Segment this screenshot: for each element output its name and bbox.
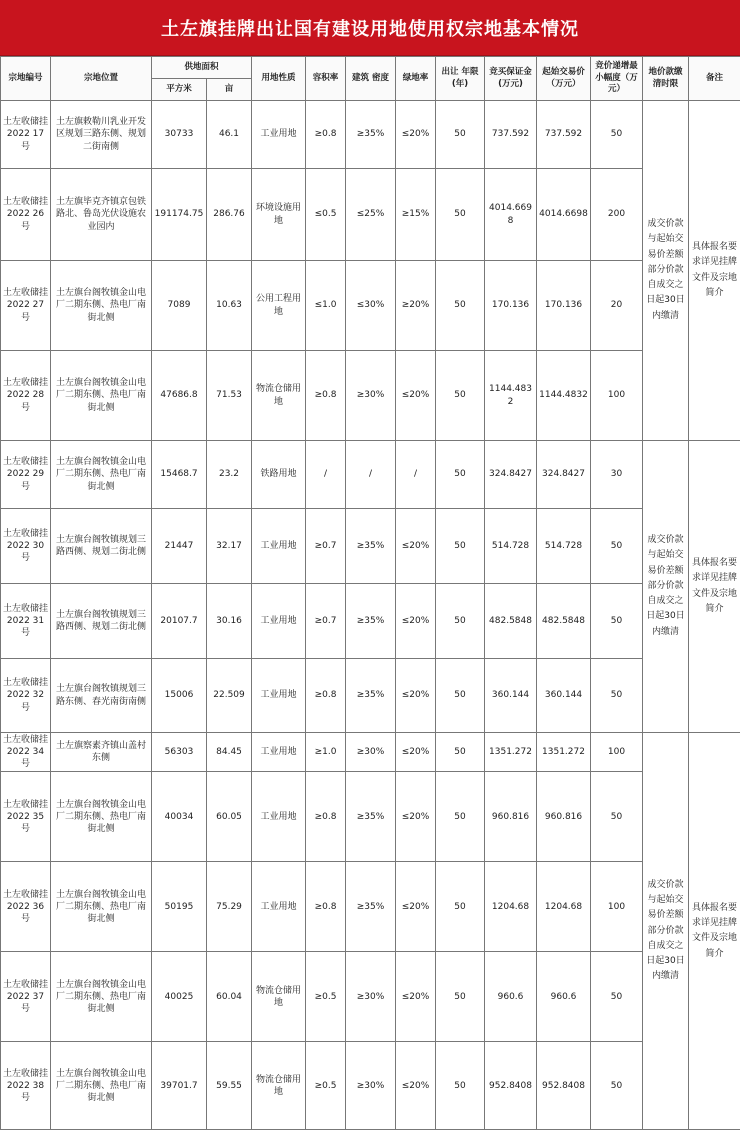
area-sqm-cell: 56303 <box>152 733 207 772</box>
increment-cell: 50 <box>591 1042 643 1130</box>
start-price-cell: 4014.6698 <box>537 169 591 261</box>
plot-ratio-cell: ≥0.7 <box>306 509 346 584</box>
increment-cell: 50 <box>591 772 643 862</box>
table-row <box>1 952 740 1042</box>
density-cell: ≥35% <box>346 509 396 584</box>
green-ratio-cell: / <box>396 441 436 509</box>
parcel-no-cell: 土左收储挂 2022 30号 <box>1 509 51 584</box>
header-area-mu: 亩 <box>207 79 252 101</box>
header-remark: 备注 <box>689 57 740 101</box>
area-mu-cell: 30.16 <box>207 584 252 659</box>
table-header <box>1 57 740 101</box>
green-ratio-cell: ≤20% <box>396 509 436 584</box>
table-row <box>1 659 740 733</box>
start-price-cell: 170.136 <box>537 261 591 351</box>
area-sqm-cell: 15468.7 <box>152 441 207 509</box>
start-price-cell: 1351.272 <box>537 733 591 772</box>
increment-cell: 50 <box>591 659 643 733</box>
area-mu-cell: 71.53 <box>207 351 252 441</box>
increment-cell: 100 <box>591 733 643 772</box>
density-cell: ≥30% <box>346 1042 396 1130</box>
green-ratio-cell: ≤20% <box>396 1042 436 1130</box>
deposit-cell: 1144.4832 <box>485 351 537 441</box>
area-sqm-cell: 50195 <box>152 862 207 952</box>
land-use-cell: 物流仓储用地 <box>252 351 306 441</box>
payment-deadline-cell: 成交价款与起始交易价差额部分价款自成交之日起30日内缴清 <box>643 441 689 733</box>
header-green-ratio: 绿地率 <box>396 57 436 101</box>
location-cell: 土左旗台阁牧镇金山电厂二期东侧、热电厂南街北侧 <box>51 862 152 952</box>
plot-ratio-cell: ≥0.8 <box>306 101 346 169</box>
header-term: 出让 年限(年) <box>436 57 485 101</box>
area-sqm-cell: 21447 <box>152 509 207 584</box>
increment-cell: 200 <box>591 169 643 261</box>
area-mu-cell: 75.29 <box>207 862 252 952</box>
parcel-no-cell: 土左收储挂 2022 36号 <box>1 862 51 952</box>
header-density: 建筑 密度 <box>346 57 396 101</box>
header-area: 供地面积 <box>152 57 252 79</box>
header-land-use: 用地性质 <box>252 57 306 101</box>
term-cell: 50 <box>436 169 485 261</box>
page-title: 土左旗挂牌出让国有建设用地使用权宗地基本情况 <box>0 0 740 56</box>
location-cell: 土左旗察素齐镇山盖村东侧 <box>51 733 152 772</box>
plot-ratio-cell: ≥1.0 <box>306 733 346 772</box>
area-sqm-cell: 7089 <box>152 261 207 351</box>
table-row <box>1 261 740 351</box>
location-cell: 土左旗台阁牧镇规划三路西侧、规划二街北侧 <box>51 584 152 659</box>
term-cell: 50 <box>436 261 485 351</box>
deposit-cell: 960.816 <box>485 772 537 862</box>
term-cell: 50 <box>436 351 485 441</box>
density-cell: ≥35% <box>346 101 396 169</box>
location-cell: 土左旗台阁牧镇金山电厂二期东侧、热电厂南街北侧 <box>51 441 152 509</box>
term-cell: 50 <box>436 952 485 1042</box>
table-body <box>1 101 740 1130</box>
table-row <box>1 169 740 261</box>
table-row <box>1 772 740 862</box>
start-price-cell: 952.8408 <box>537 1042 591 1130</box>
location-cell: 土左旗台阁牧镇金山电厂二期东侧、热电厂南街北侧 <box>51 261 152 351</box>
parcel-no-cell: 土左收储挂 2022 32号 <box>1 659 51 733</box>
term-cell: 50 <box>436 441 485 509</box>
remark-cell: 具体报名要求详见挂牌文件及宗地简介 <box>689 441 740 733</box>
land-use-cell: 物流仓储用地 <box>252 1042 306 1130</box>
parcel-no-cell: 土左收储挂 2022 35号 <box>1 772 51 862</box>
increment-cell: 30 <box>591 441 643 509</box>
density-cell: ≥30% <box>346 733 396 772</box>
plot-ratio-cell: ≥0.8 <box>306 772 346 862</box>
increment-cell: 50 <box>591 952 643 1042</box>
area-sqm-cell: 30733 <box>152 101 207 169</box>
term-cell: 50 <box>436 509 485 584</box>
area-mu-cell: 23.2 <box>207 441 252 509</box>
deposit-cell: 737.592 <box>485 101 537 169</box>
area-mu-cell: 10.63 <box>207 261 252 351</box>
header-payment-deadline: 地价款缴清时限 <box>643 57 689 101</box>
green-ratio-cell: ≤20% <box>396 659 436 733</box>
parcel-no-cell: 土左收储挂 2022 34号 <box>1 733 51 772</box>
density-cell: / <box>346 441 396 509</box>
table-row <box>1 509 740 584</box>
header-plot-ratio: 容积率 <box>306 57 346 101</box>
land-use-cell: 工业用地 <box>252 733 306 772</box>
header-area-sqm: 平方米 <box>152 79 207 101</box>
land-use-cell: 工业用地 <box>252 772 306 862</box>
parcel-no-cell: 土左收储挂 2022 17号 <box>1 101 51 169</box>
area-mu-cell: 60.04 <box>207 952 252 1042</box>
green-ratio-cell: ≤20% <box>396 584 436 659</box>
green-ratio-cell: ≥15% <box>396 169 436 261</box>
start-price-cell: 482.5848 <box>537 584 591 659</box>
parcel-no-cell: 土左收储挂 2022 38号 <box>1 1042 51 1130</box>
area-sqm-cell: 191174.75 <box>152 169 207 261</box>
header-start-price: 起始交易价（万元） <box>537 57 591 101</box>
green-ratio-cell: ≤20% <box>396 351 436 441</box>
deposit-cell: 952.8408 <box>485 1042 537 1130</box>
area-sqm-cell: 39701.7 <box>152 1042 207 1130</box>
remark-cell: 具体报名要求详见挂牌文件及宗地简介 <box>689 733 740 1130</box>
land-use-cell: 环境设施用地 <box>252 169 306 261</box>
start-price-cell: 960.816 <box>537 772 591 862</box>
density-cell: ≤30% <box>346 261 396 351</box>
location-cell: 土左旗毕克齐镇京包铁路北、鲁岛光伏设施农业园内 <box>51 169 152 261</box>
land-use-cell: 工业用地 <box>252 862 306 952</box>
parcel-no-cell: 土左收储挂 2022 31号 <box>1 584 51 659</box>
land-use-cell: 工业用地 <box>252 659 306 733</box>
header-location: 宗地位置 <box>51 57 152 101</box>
plot-ratio-cell: ≥0.8 <box>306 659 346 733</box>
density-cell: ≥35% <box>346 659 396 733</box>
start-price-cell: 737.592 <box>537 101 591 169</box>
remark-cell: 具体报名要求详见挂牌文件及宗地简介 <box>689 101 740 441</box>
area-mu-cell: 84.45 <box>207 733 252 772</box>
deposit-cell: 1204.68 <box>485 862 537 952</box>
location-cell: 土左旗台阁牧镇金山电厂二期东侧、热电厂南街北侧 <box>51 1042 152 1130</box>
deposit-cell: 170.136 <box>485 261 537 351</box>
density-cell: ≥35% <box>346 772 396 862</box>
table-row <box>1 441 740 509</box>
increment-cell: 50 <box>591 101 643 169</box>
increment-cell: 50 <box>591 584 643 659</box>
term-cell: 50 <box>436 772 485 862</box>
density-cell: ≥35% <box>346 862 396 952</box>
land-use-cell: 物流仓储用地 <box>252 952 306 1042</box>
start-price-cell: 960.6 <box>537 952 591 1042</box>
start-price-cell: 1144.4832 <box>537 351 591 441</box>
increment-cell: 20 <box>591 261 643 351</box>
parcel-no-cell: 土左收储挂 2022 27号 <box>1 261 51 351</box>
area-mu-cell: 59.55 <box>207 1042 252 1130</box>
density-cell: ≤25% <box>346 169 396 261</box>
deposit-cell: 960.6 <box>485 952 537 1042</box>
parcel-no-cell: 土左收储挂 2022 37号 <box>1 952 51 1042</box>
plot-ratio-cell: / <box>306 441 346 509</box>
density-cell: ≥30% <box>346 351 396 441</box>
header-parcel-no: 宗地编号 <box>1 57 51 101</box>
payment-deadline-cell: 成交价款与起始交易价差额部分价款自成交之日起30日内缴清 <box>643 733 689 1130</box>
deposit-cell: 360.144 <box>485 659 537 733</box>
parcel-no-cell: 土左收储挂 2022 26号 <box>1 169 51 261</box>
table-row <box>1 584 740 659</box>
land-use-cell: 铁路用地 <box>252 441 306 509</box>
density-cell: ≥35% <box>346 584 396 659</box>
land-use-cell: 工业用地 <box>252 584 306 659</box>
area-mu-cell: 46.1 <box>207 101 252 169</box>
area-mu-cell: 286.76 <box>207 169 252 261</box>
start-price-cell: 514.728 <box>537 509 591 584</box>
green-ratio-cell: ≤20% <box>396 101 436 169</box>
table-row <box>1 733 740 772</box>
parcel-no-cell: 土左收储挂 2022 29号 <box>1 441 51 509</box>
land-parcel-table <box>0 56 740 1130</box>
parcel-no-cell: 土左收储挂 2022 28号 <box>1 351 51 441</box>
plot-ratio-cell: ≥0.7 <box>306 584 346 659</box>
deposit-cell: 482.5848 <box>485 584 537 659</box>
deposit-cell: 4014.6698 <box>485 169 537 261</box>
term-cell: 50 <box>436 862 485 952</box>
land-use-cell: 工业用地 <box>252 101 306 169</box>
area-mu-cell: 60.05 <box>207 772 252 862</box>
start-price-cell: 324.8427 <box>537 441 591 509</box>
start-price-cell: 360.144 <box>537 659 591 733</box>
location-cell: 土左旗台阁牧镇金山电厂二期东侧、热电厂南街北侧 <box>51 772 152 862</box>
area-mu-cell: 32.17 <box>207 509 252 584</box>
term-cell: 50 <box>436 584 485 659</box>
density-cell: ≥30% <box>346 952 396 1042</box>
term-cell: 50 <box>436 101 485 169</box>
land-use-cell: 工业用地 <box>252 509 306 584</box>
green-ratio-cell: ≤20% <box>396 862 436 952</box>
plot-ratio-cell: ≥0.8 <box>306 351 346 441</box>
increment-cell: 100 <box>591 351 643 441</box>
increment-cell: 100 <box>591 862 643 952</box>
plot-ratio-cell: ≥0.5 <box>306 952 346 1042</box>
start-price-cell: 1204.68 <box>537 862 591 952</box>
location-cell: 土左旗敕勒川乳业开发区规划三路东侧、规划二街南侧 <box>51 101 152 169</box>
header-increment: 竞价递增最小幅度（万元） <box>591 57 643 101</box>
green-ratio-cell: ≤20% <box>396 733 436 772</box>
location-cell: 土左旗台阁牧镇金山电厂二期东侧、热电厂南街北侧 <box>51 952 152 1042</box>
area-sqm-cell: 40025 <box>152 952 207 1042</box>
area-sqm-cell: 15006 <box>152 659 207 733</box>
location-cell: 土左旗台阁牧镇规划三路东侧、春光南街南侧 <box>51 659 152 733</box>
plot-ratio-cell: ≥0.5 <box>306 1042 346 1130</box>
header-deposit: 竞买保证金(万元) <box>485 57 537 101</box>
plot-ratio-cell: ≤1.0 <box>306 261 346 351</box>
green-ratio-cell: ≤20% <box>396 952 436 1042</box>
table-row <box>1 1042 740 1130</box>
deposit-cell: 324.8427 <box>485 441 537 509</box>
location-cell: 土左旗台阁牧镇规划三路西侧、规划二街北侧 <box>51 509 152 584</box>
deposit-cell: 514.728 <box>485 509 537 584</box>
location-cell: 土左旗台阁牧镇金山电厂二期东侧、热电厂南街北侧 <box>51 351 152 441</box>
plot-ratio-cell: ≥0.8 <box>306 862 346 952</box>
green-ratio-cell: ≤20% <box>396 772 436 862</box>
area-sqm-cell: 40034 <box>152 772 207 862</box>
term-cell: 50 <box>436 1042 485 1130</box>
green-ratio-cell: ≥20% <box>396 261 436 351</box>
plot-ratio-cell: ≤0.5 <box>306 169 346 261</box>
area-mu-cell: 22.509 <box>207 659 252 733</box>
table-row <box>1 351 740 441</box>
land-use-cell: 公用工程用地 <box>252 261 306 351</box>
area-sqm-cell: 47686.8 <box>152 351 207 441</box>
table-row <box>1 862 740 952</box>
increment-cell: 50 <box>591 509 643 584</box>
area-sqm-cell: 20107.7 <box>152 584 207 659</box>
table-row <box>1 101 740 169</box>
payment-deadline-cell: 成交价款与起始交易价差额部分价款自成交之日起30日内缴清 <box>643 101 689 441</box>
term-cell: 50 <box>436 733 485 772</box>
term-cell: 50 <box>436 659 485 733</box>
deposit-cell: 1351.272 <box>485 733 537 772</box>
